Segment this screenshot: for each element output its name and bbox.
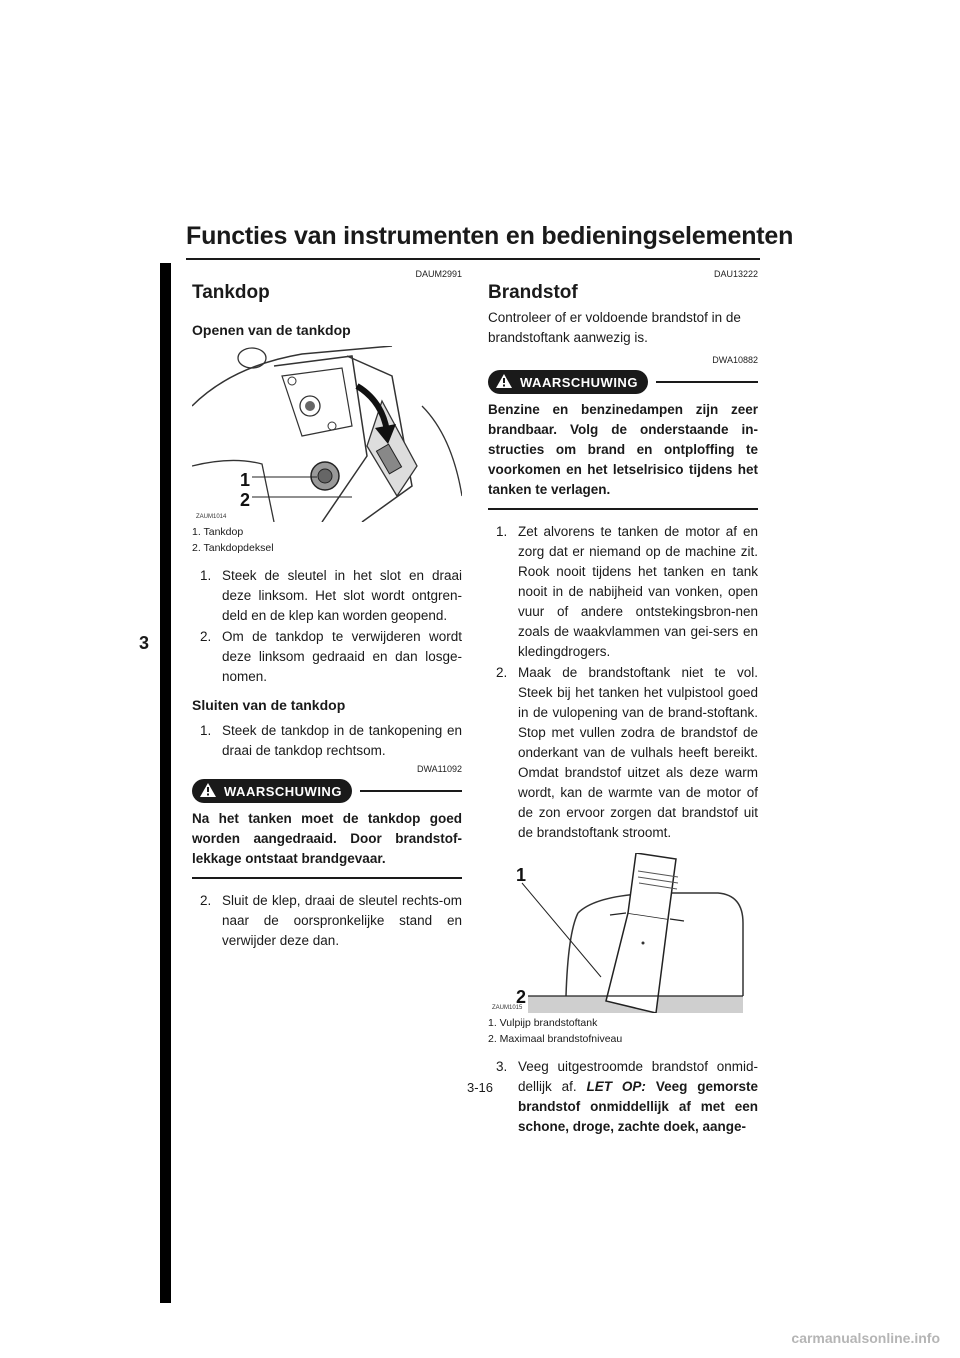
page-title: Functies van instrumenten en bedieningselementen bbox=[186, 222, 794, 250]
warning-badge bbox=[192, 779, 352, 803]
caption-item: 1. Vulpijp brandstoftank bbox=[488, 1017, 598, 1029]
warning-triangle-icon bbox=[496, 374, 512, 391]
list-item: 1. Zet alvorens te tanken de motor af en zorg dat er niemand op de machine zit. Rook nooit tijdens het tanken en tank nooit in de nabijheid van vonken, open vuur of andere ontstekingsbron-nen zoals de waakvlammen van gei-sers en kledingdrogers. bbox=[496, 524, 758, 659]
subheading-open: Openen van de tankdop bbox=[192, 322, 351, 338]
chapter-tab bbox=[160, 263, 171, 1303]
warning-header bbox=[488, 370, 758, 394]
figure-fuel-level bbox=[488, 853, 758, 1013]
warning-rule bbox=[360, 790, 462, 792]
warning-label: WAARSCHUWING bbox=[520, 374, 638, 390]
figure-fuel-cap bbox=[192, 346, 462, 522]
section-heading-tankdop: Tankdop bbox=[192, 282, 270, 303]
figure-caption bbox=[488, 1015, 758, 1047]
warning-text: Na het tanken moet de tankdop goed worden aangedraaid. Door brandstof-lekkage ontstaat brandgevaar. bbox=[192, 809, 462, 879]
intro-text: Controleer of er voldoende brandstof in de brandstoftank aanwezig is. bbox=[488, 310, 741, 345]
list-item: 1. Steek de sleutel in het slot en draai deze linksom. Het slot wordt ontgren-deld en de klep kan worden geopend. bbox=[200, 568, 462, 623]
warning-badge bbox=[488, 370, 648, 394]
right-column bbox=[488, 268, 758, 1147]
fuel-cap-illustration bbox=[192, 346, 462, 522]
list-item: 2. Om de tankdop te verwijderen wordt deze linksom gedraaid en dan losge-nomen. bbox=[200, 629, 462, 684]
header-rule bbox=[186, 258, 760, 260]
open-steps bbox=[192, 566, 462, 687]
warning-code: DWA11092 bbox=[416, 764, 462, 774]
list-item: 2. Maak de brandstoftank niet te vol. Steek bij het tanken het vulpistool goed in de vulopening van de brand-stoftank. Stop met vullen zodra de brandstof de onderkant van de vulhals heeft bereikt. Omdat brandstof uitzet als deze warm wordt, kan de warmte van de motor of de zon ervoor zorgen dat brandstof uit de brandstoftank stroomt. bbox=[496, 665, 758, 840]
subheading-close: Sluiten van de tankdop bbox=[192, 697, 346, 713]
figure-caption bbox=[192, 524, 462, 556]
caption-item: 2. Tankdopdeksel bbox=[192, 542, 274, 554]
list-item: 3. Veeg uitgestroomde brandstof onmid-dellijk af. LET OP: Veeg gemorste brandstof onmiddellijk af met een schone, droge, zachte doek, aange- bbox=[496, 1059, 758, 1134]
warning-triangle-icon bbox=[200, 783, 216, 800]
warning-code: DWA10882 bbox=[712, 355, 758, 365]
caption-item: 1. Tankdop bbox=[192, 526, 244, 538]
fuel-steps bbox=[488, 522, 758, 843]
callout-1: 1 bbox=[516, 865, 527, 885]
section-code: DAUM2991 bbox=[415, 269, 462, 279]
callout-2: 2 bbox=[516, 987, 527, 1007]
watermark: carmanualsonline.info bbox=[791, 1330, 940, 1346]
close-steps-continued bbox=[192, 891, 462, 951]
section-code: DAU13222 bbox=[713, 269, 758, 279]
warning-text: Benzine en benzinedampen zijn zeer brandbaar. Volg de onderstaande in-structies om brand en ontploffing te voorkomen en het letselrisico tijdens het tanken te verlagen. bbox=[488, 400, 758, 510]
callout-1: 1 bbox=[240, 470, 251, 490]
list-item: 1. Steek de tankdop in de tankopening en draai de tankdop rechtsom. bbox=[200, 723, 462, 758]
figure-code: ZAUM1014 bbox=[196, 514, 227, 520]
warning-header bbox=[192, 779, 462, 803]
fuel-steps-continued bbox=[488, 1057, 758, 1137]
chapter-number: 3 bbox=[139, 633, 150, 653]
figure-code: ZAUM1015 bbox=[492, 1005, 523, 1011]
fuel-level-illustration bbox=[488, 853, 758, 1013]
list-item: 2. Sluit de klep, draai de sleutel rechts-om naar de oorspronkelijke stand en verwijder deze dan. bbox=[200, 893, 462, 948]
caption-item: 2. Maximaal brandstofniveau bbox=[488, 1033, 623, 1045]
page-number: 3-16 bbox=[466, 1080, 494, 1095]
warning-rule bbox=[656, 381, 758, 383]
callout-2: 2 bbox=[240, 490, 251, 510]
warning-label: WAARSCHUWING bbox=[224, 783, 342, 799]
left-column bbox=[192, 268, 462, 961]
close-steps bbox=[192, 721, 462, 761]
section-heading-brandstof: Brandstof bbox=[488, 282, 578, 303]
